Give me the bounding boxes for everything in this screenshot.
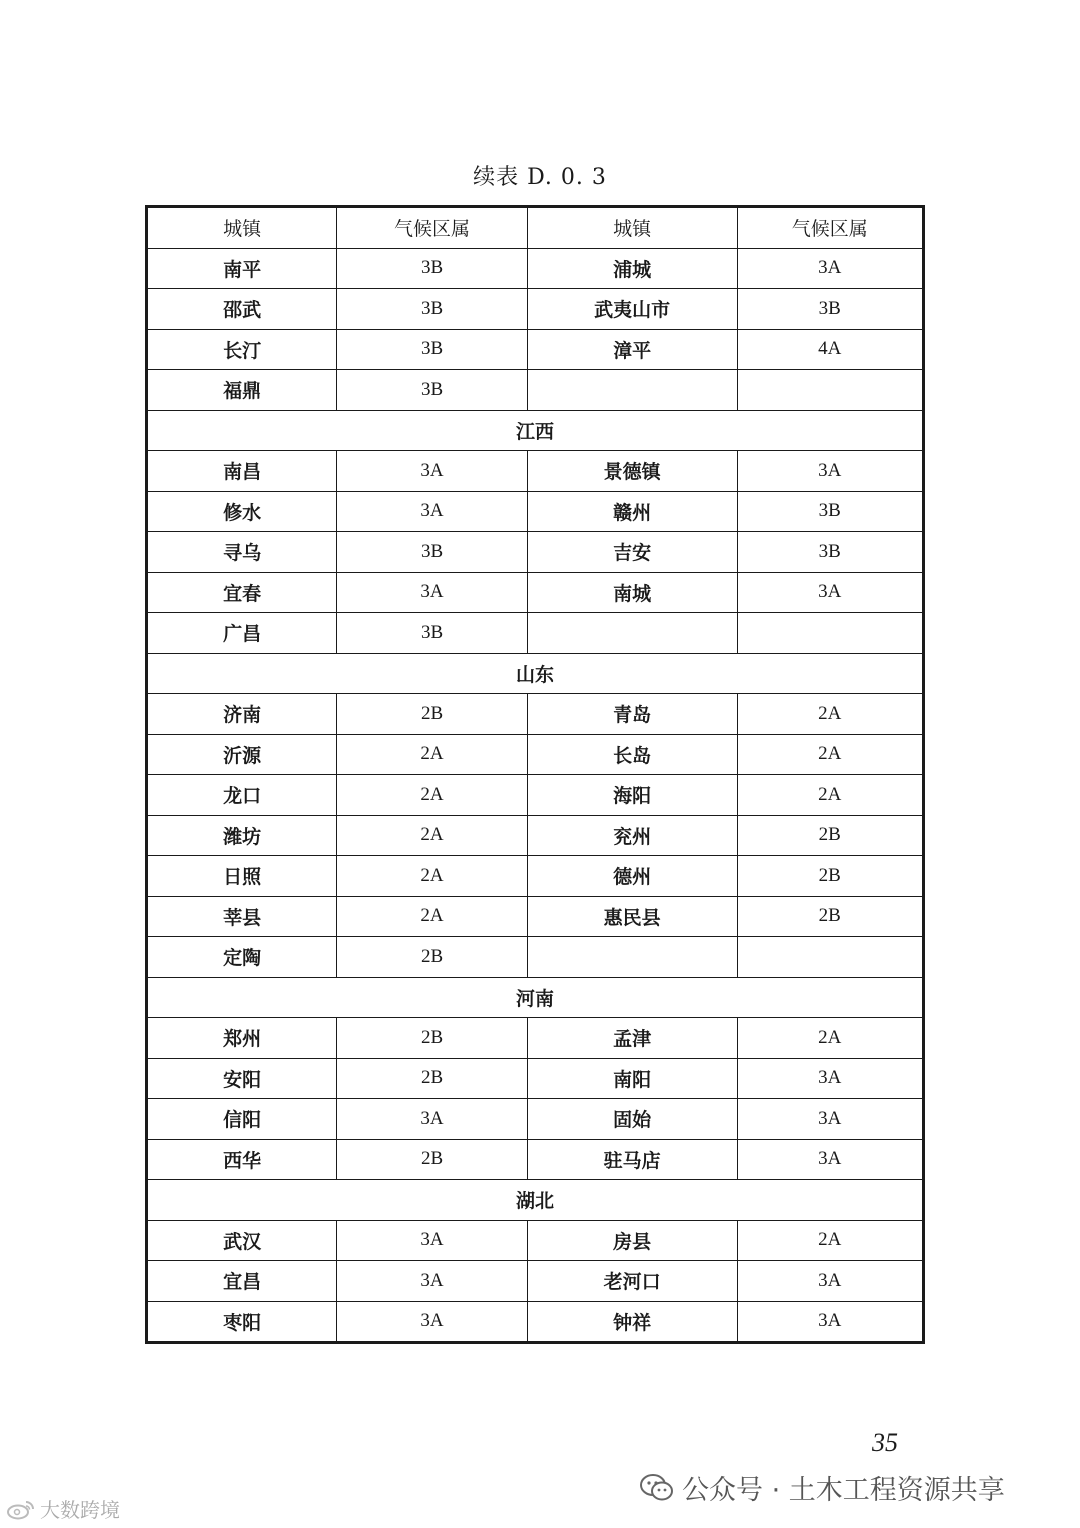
table-row xyxy=(147,694,924,735)
city-cell: 广昌 xyxy=(147,613,337,654)
zone-cell: 3A xyxy=(337,1099,527,1140)
city-cell: 海阳 xyxy=(527,775,737,816)
zone-cell: 3B xyxy=(337,370,527,411)
zone-cell: 3A xyxy=(737,248,924,289)
city-cell xyxy=(527,370,737,411)
table-caption: 续表 D. 0. 3 xyxy=(473,165,607,190)
header-city-1: 城镇 xyxy=(147,207,337,249)
zone-cell: 2B xyxy=(337,937,527,978)
zone-cell: 2B xyxy=(337,1139,527,1180)
zone-cell: 3B xyxy=(337,329,527,370)
city-cell: 西华 xyxy=(147,1139,337,1180)
city-cell: 郑州 xyxy=(147,1018,337,1059)
zone-cell: 3A xyxy=(737,1139,924,1180)
city-cell: 武夷山市 xyxy=(527,289,737,330)
zone-cell: 3A xyxy=(337,1261,527,1302)
city-cell: 安阳 xyxy=(147,1058,337,1099)
zone-cell: 2B xyxy=(737,815,924,856)
climate-zone-table xyxy=(145,205,925,1344)
province-row xyxy=(147,1180,924,1221)
table-row xyxy=(147,1058,924,1099)
city-cell: 钟祥 xyxy=(527,1301,737,1343)
city-cell: 信阳 xyxy=(147,1099,337,1140)
zone-cell: 2A xyxy=(337,896,527,937)
zone-cell: 2A xyxy=(737,775,924,816)
zone-cell: 2A xyxy=(337,856,527,897)
table-row xyxy=(147,896,924,937)
table-row xyxy=(147,613,924,654)
header-zone-1: 气候区属 xyxy=(337,207,527,249)
zone-cell: 2B xyxy=(737,896,924,937)
zone-cell: 3A xyxy=(737,1058,924,1099)
city-cell: 惠民县 xyxy=(527,896,737,937)
zone-cell: 3A xyxy=(737,572,924,613)
table-row xyxy=(147,370,924,411)
city-cell: 沂源 xyxy=(147,734,337,775)
table-row xyxy=(147,1301,924,1343)
zone-cell: 2A xyxy=(337,815,527,856)
table-row xyxy=(147,491,924,532)
city-cell: 南阳 xyxy=(527,1058,737,1099)
zone-cell: 2A xyxy=(737,1018,924,1059)
province-row xyxy=(147,410,924,451)
table-row xyxy=(147,451,924,492)
table-row xyxy=(147,1139,924,1180)
city-cell: 固始 xyxy=(527,1099,737,1140)
table-row xyxy=(147,734,924,775)
province-name: 山东 xyxy=(147,653,924,694)
header-zone-2: 气候区属 xyxy=(737,207,924,249)
zone-cell: 3B xyxy=(337,613,527,654)
city-cell: 漳平 xyxy=(527,329,737,370)
city-cell: 龙口 xyxy=(147,775,337,816)
city-cell: 莘县 xyxy=(147,896,337,937)
city-cell: 宜昌 xyxy=(147,1261,337,1302)
city-cell: 寻乌 xyxy=(147,532,337,573)
zone-cell: 3A xyxy=(737,1301,924,1343)
zone-cell: 3A xyxy=(737,1261,924,1302)
zone-cell: 3A xyxy=(737,451,924,492)
zone-cell: 2A xyxy=(337,775,527,816)
watermark-weibo-text: 大数跨境 xyxy=(40,1498,120,1522)
zone-cell: 3A xyxy=(737,1099,924,1140)
zone-cell: 2A xyxy=(337,734,527,775)
city-cell: 南城 xyxy=(527,572,737,613)
city-cell: 德州 xyxy=(527,856,737,897)
zone-cell: 3A xyxy=(337,1220,527,1261)
city-cell: 济南 xyxy=(147,694,337,735)
table-row xyxy=(147,815,924,856)
zone-cell: 3B xyxy=(337,532,527,573)
wechat-icon xyxy=(640,1473,674,1503)
city-cell: 邵武 xyxy=(147,289,337,330)
city-cell: 孟津 xyxy=(527,1018,737,1059)
city-cell xyxy=(527,613,737,654)
city-cell: 景德镇 xyxy=(527,451,737,492)
city-cell: 南平 xyxy=(147,248,337,289)
city-cell: 吉安 xyxy=(527,532,737,573)
city-cell: 宜春 xyxy=(147,572,337,613)
table-row xyxy=(147,1099,924,1140)
zone-cell: 3B xyxy=(337,248,527,289)
weibo-icon xyxy=(6,1498,36,1520)
city-cell: 潍坊 xyxy=(147,815,337,856)
header-city-2: 城镇 xyxy=(527,207,737,249)
table-row xyxy=(147,1261,924,1302)
table-row xyxy=(147,1220,924,1261)
city-cell: 长汀 xyxy=(147,329,337,370)
zone-cell: 3A xyxy=(337,1301,527,1343)
province-name: 河南 xyxy=(147,977,924,1018)
zone-cell: 2B xyxy=(737,856,924,897)
watermark-weibo xyxy=(6,1494,120,1523)
city-cell: 定陶 xyxy=(147,937,337,978)
city-cell: 兖州 xyxy=(527,815,737,856)
city-cell: 房县 xyxy=(527,1220,737,1261)
watermark-wechat-text: 公众号 · 土木工程资源共享 xyxy=(682,1475,1005,1506)
page-number: 35 xyxy=(872,1428,898,1457)
zone-cell: 3A xyxy=(337,572,527,613)
province-name: 湖北 xyxy=(147,1180,924,1221)
city-cell: 枣阳 xyxy=(147,1301,337,1343)
table-row xyxy=(147,1018,924,1059)
zone-cell: 4A xyxy=(737,329,924,370)
zone-cell: 2B xyxy=(337,1058,527,1099)
zone-cell: 3B xyxy=(337,289,527,330)
city-cell: 青岛 xyxy=(527,694,737,735)
table-row xyxy=(147,937,924,978)
city-cell: 长岛 xyxy=(527,734,737,775)
table-row xyxy=(147,572,924,613)
province-row xyxy=(147,977,924,1018)
zone-cell: 2A xyxy=(737,694,924,735)
zone-cell xyxy=(737,613,924,654)
city-cell: 修水 xyxy=(147,491,337,532)
province-name: 江西 xyxy=(147,410,924,451)
zone-cell: 3B xyxy=(737,532,924,573)
city-cell: 福鼎 xyxy=(147,370,337,411)
city-cell: 浦城 xyxy=(527,248,737,289)
zone-cell xyxy=(737,370,924,411)
zone-cell: 3B xyxy=(737,289,924,330)
city-cell: 南昌 xyxy=(147,451,337,492)
zone-cell: 2A xyxy=(737,734,924,775)
city-cell: 日照 xyxy=(147,856,337,897)
table-row xyxy=(147,289,924,330)
city-cell: 老河口 xyxy=(527,1261,737,1302)
table-row xyxy=(147,775,924,816)
table-row xyxy=(147,532,924,573)
city-cell xyxy=(527,937,737,978)
city-cell: 赣州 xyxy=(527,491,737,532)
table-row xyxy=(147,329,924,370)
city-cell: 驻马店 xyxy=(527,1139,737,1180)
zone-cell: 2B xyxy=(337,694,527,735)
zone-cell: 3B xyxy=(737,491,924,532)
table-row xyxy=(147,856,924,897)
city-cell: 武汉 xyxy=(147,1220,337,1261)
zone-cell xyxy=(737,937,924,978)
zone-cell: 2B xyxy=(337,1018,527,1059)
table-row xyxy=(147,248,924,289)
province-row xyxy=(147,653,924,694)
zone-cell: 2A xyxy=(737,1220,924,1261)
table-header-row xyxy=(147,207,924,249)
zone-cell: 3A xyxy=(337,451,527,492)
watermark-wechat xyxy=(640,1468,1005,1507)
zone-cell: 3A xyxy=(337,491,527,532)
